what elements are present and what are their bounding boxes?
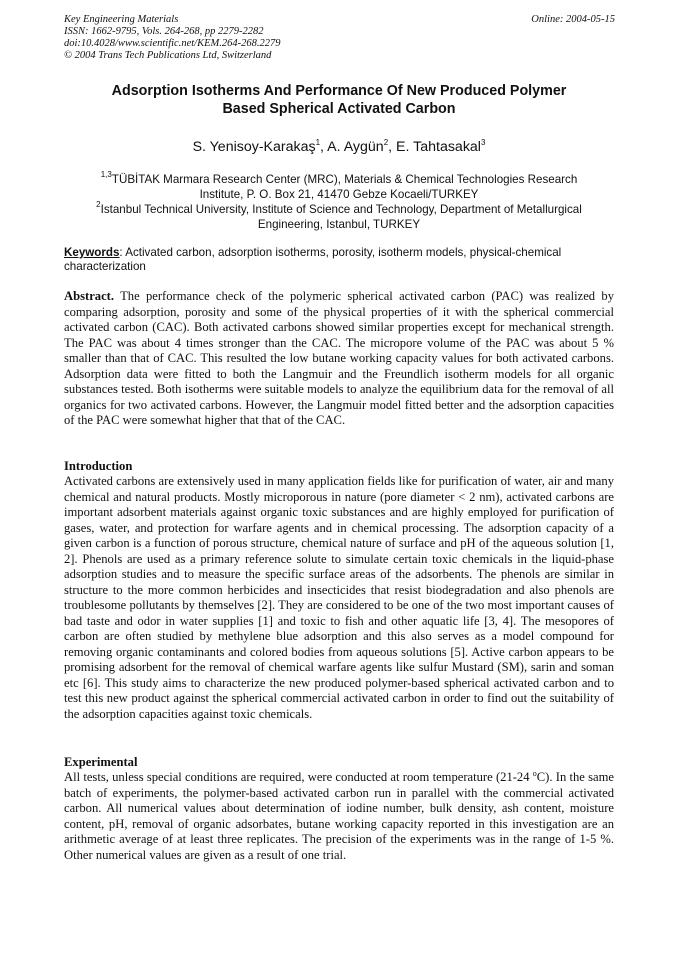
doi-line: doi:10.4028/www.scientific.net/KEM.264-268.2279 <box>64 38 281 49</box>
abstract-text: The performance check of the polymeric spherical activated carbon (PAC) was realized by comparing adsorption, porosity and some of the physical properties of it with the spherical commercial activated carbon (CAC). Both activated carbons showed similar properties except for mechanical strength. The PAC was about 4 times stronger than the CAC. The micropore volume of the PAC was about 5 % smaller than that of CAC. This resulted the low butane working capacity values for both activated carbons. Adsorption data were fitted to both the Langmuir and the Freundlich isotherm models for all organic substances tested. Both isotherms were suitable models to analyze the equilibrium data for the removal of all organics for two activated carbons. However, the Langmuir model fitted better and the adsorption capacities of the PAC were somewhat higher that that of the CAC. <box>64 289 614 427</box>
experimental-text <box>64 770 614 863</box>
introduction-text: Activated carbons are extensively used in many application fields like for purification of water, air and many chemical and natural products. Mostly microporous in nature (pore diameter < 2 nm), activated carbons are important adsorbent materials against organic toxic substances and are highly employed for purification of gases, water, and protection for warfare agents and in chemical processing. The adsorption capacity of a given carbon is a function of porous structure, chemical nature of surface and pH of the aqueous solution [1, 2]. Phenols are used as a primary reference solute to simulate certain toxic chemicals in the liquid-phase adsorption studies and to measure the specific surface areas of the adsorbents. The phenols are similar in structure to the more common herbicides and insecticides that resist biodegradation and also phenols are troublesome pollutants by themselves [2]. They are considered to be one of the two most important causes of bad taste and odor in water supplies [1] and toxic to fish and other aquatic life [3, 4]. The mesopores of carbon are often studied by methylene blue adsorption and this also serves as a model compound for removing organic contaminants and colored bodies from aqueous solutions [5]. Active carbon appears to be promising adsorbent for the removal of chemical warfare agents like sulfur Mustard (SM), sarin and soman etc [6]. This study aims to characterize the new produced polymer-based spherical activated carbon and to test this new product against the spherical commercial activated carbon in order to find out the suitability of the adsorption capacities against toxic chemicals. <box>64 474 614 721</box>
experimental-heading: Experimental <box>64 755 138 769</box>
author-1-affiliation-mark: 1 <box>315 138 321 147</box>
abstract-label: Abstract. <box>64 289 115 303</box>
author-3-affiliation-mark: 3 <box>480 138 486 147</box>
author-separator: , <box>320 139 328 155</box>
degree-mark: o <box>532 769 537 778</box>
affiliation-1-mark: 1,3 <box>100 170 112 179</box>
affiliation-2 <box>64 200 614 232</box>
abstract <box>64 289 614 429</box>
journal-header <box>64 14 281 62</box>
affiliation-2-line-1: Istanbul Technical University, Institute of Science and Technology, Department of Metallurgical <box>100 203 582 216</box>
author-2-affiliation-mark: 2 <box>383 138 389 147</box>
introduction-heading: Introduction <box>64 459 133 473</box>
experimental-text-part-1: All tests, unless special conditions are required, were conducted at room temperature (21-24 <box>64 770 533 784</box>
online-date: Online: 2004-05-15 <box>531 14 615 25</box>
keywords-label: Keywords <box>64 246 120 259</box>
affiliation-2-mark: 2 <box>96 200 101 209</box>
affiliation-1-line-1: TÜBİTAK Marmara Research Center (MRC), Materials & Chemical Technologies Research <box>111 173 578 186</box>
affiliation-1-line-2: Institute, P. O. Box 21, 41470 Gebze Kocaeli/TURKEY <box>199 187 479 201</box>
author-list <box>64 138 614 156</box>
experimental-text-part-2: C). In the same batch of experiments, the polymer-based activated carbon run in parallel with the commercial activated carbon. All numerical values about determination of iodine number, bulk density, ash content, moisture content, pH, removal of organic adsorbates, butane working capacity reported in this investigation are an arithmetic average of at least three replicates. The precision of the experiments was in the range of 1-5 %. Other numerical values are given as a result of one trial. <box>64 770 614 862</box>
journal-name: Key Engineering Materials <box>64 14 179 25</box>
title-line-2: Based Spherical Activated Carbon <box>222 101 456 117</box>
affiliation-2-line-2: Engineering, Istanbul, TURKEY <box>257 217 421 231</box>
author-3: E. Tahtasakal <box>396 139 481 155</box>
author-separator: , <box>388 139 397 155</box>
issn-line: ISSN: 1662-9795, Vols. 264-268, pp 2279-2282 <box>64 26 264 37</box>
copyright-line: © 2004 Trans Tech Publications Ltd, Switzerland <box>64 50 272 61</box>
affiliation-1 <box>64 170 614 202</box>
keywords-text: : Activated carbon, adsorption isotherms, porosity, isotherm models, physical-chemical characterization <box>64 246 562 273</box>
title-line-1: Adsorption Isotherms And Performance Of New Produced Polymer <box>111 83 567 99</box>
keywords <box>64 246 614 274</box>
author-2: A. Aygün <box>327 139 384 155</box>
author-1: S. Yenisoy-Karakaş <box>192 139 316 155</box>
paper-title <box>64 82 614 118</box>
